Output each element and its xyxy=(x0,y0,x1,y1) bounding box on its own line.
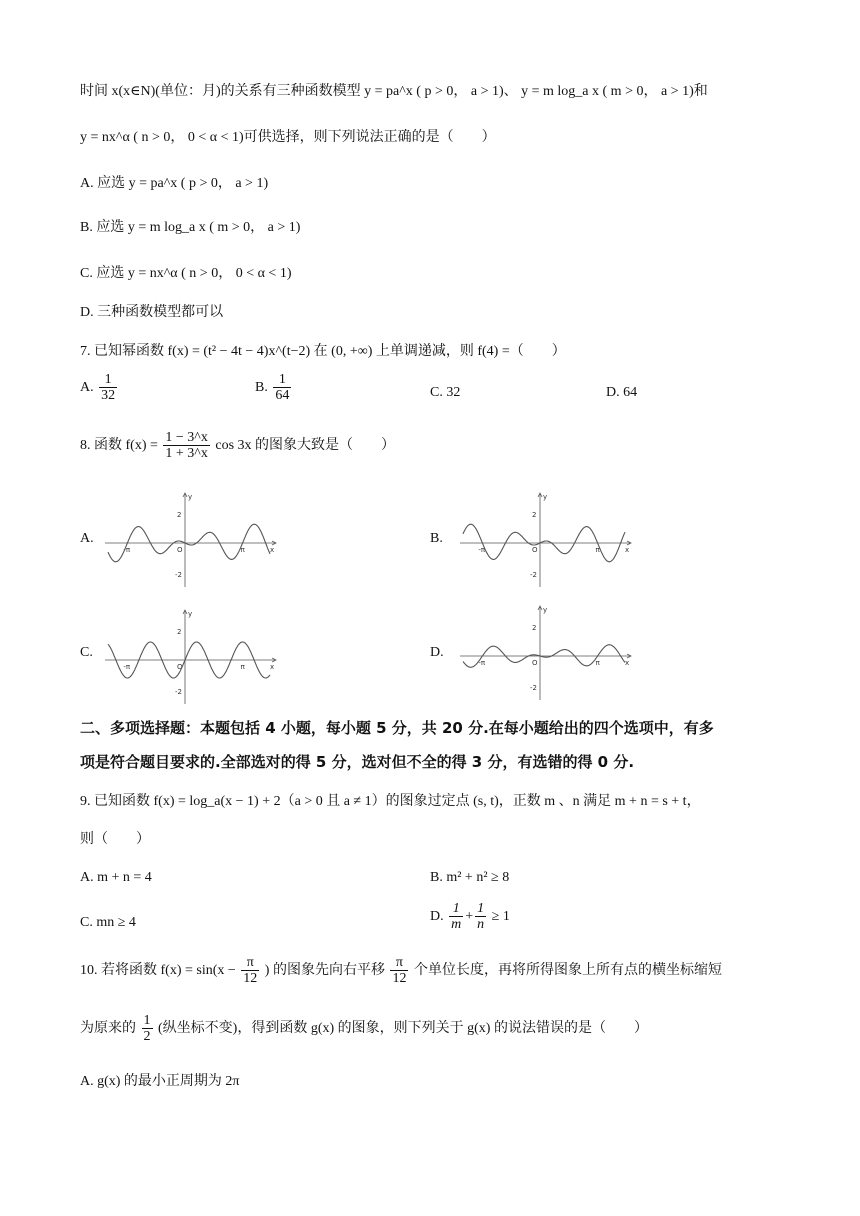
q6-option-a: A. 应选 y = pa^x ( p > 0， a > 1) xyxy=(80,176,269,191)
tick-label-neg2: -2 xyxy=(175,688,182,696)
q9-d-frac-m: $\frac{1}{m}$ xyxy=(451,901,462,933)
q8-graph-c xyxy=(100,607,280,707)
q10-pi-over-12-b xyxy=(390,955,408,987)
q9-line2: 则（ ） xyxy=(80,832,150,847)
q10-12-a: 12 xyxy=(243,971,258,987)
q7-option-b xyxy=(255,372,293,404)
q9-option-d: D. $\frac{1}{m}$ + $\frac{1}{n}$ ≥ 1 xyxy=(430,901,510,933)
origin-label: O xyxy=(532,659,538,667)
q10-prefix: 10. 若将函数 f(x) = sin(x − xyxy=(80,963,236,979)
tick-label-pi: π xyxy=(240,546,245,554)
q9-d-suffix: ≥ 1 xyxy=(491,909,510,925)
tick-label-pi: π xyxy=(595,659,600,667)
x-axis-label: x xyxy=(270,663,275,671)
q7-b-num: 1 xyxy=(273,372,291,388)
q6-line2: y = nx^α ( n > 0， 0 < α < 1)可供选择，则下列说法正确的是（ ） xyxy=(80,130,496,145)
x-axis-label: x xyxy=(270,546,275,554)
origin-label: O xyxy=(177,663,183,671)
origin-label: O xyxy=(177,546,183,554)
q6-option-c: C. 应选 y = nx^α ( n > 0， 0 < α < 1) xyxy=(80,266,292,281)
origin-label: O xyxy=(532,546,538,554)
q10-line1 xyxy=(80,955,722,987)
q7-b-label: B. xyxy=(255,380,268,396)
q10-half-den: 2 xyxy=(143,1029,151,1045)
q7-stem: 7. 已知幂函数 f(x) = (t² − 4t − 4)x^(t−2) 在 (0, +∞) 上单调递减，则 f(4) =（ ） xyxy=(80,344,566,359)
q6-line1: 时间 x(x∈N)(单位：月)的关系有三种函数模型 y = pa^x ( p > 0， a > 1)、 y = m log_a x ( m > 0， a > 1)和 xyxy=(80,84,708,99)
tick-label-2: 2 xyxy=(532,511,537,519)
q8-den: 1 + 3^x xyxy=(165,446,208,462)
q7-a-den: 32 xyxy=(101,388,116,404)
q10-pi-over-12-a xyxy=(241,955,259,987)
section2-heading-line1: 二、多项选择题：本题包括 4 小题，每小题 5 分，共 20 分.在每小题给出的四个选项中，有多 xyxy=(80,719,714,737)
q7-a-label: A. xyxy=(80,380,94,396)
q8-label-c: C. xyxy=(80,645,93,660)
tick-label-pi: π xyxy=(240,663,245,671)
q7-option-c: C. 32 xyxy=(430,385,461,400)
q9-option-b: B. m² + n² ≥ 8 xyxy=(430,870,510,885)
q10-12-b: 12 xyxy=(392,971,407,987)
tick-label-neg-pi: -π xyxy=(123,546,131,554)
tick-label-neg-pi: -π xyxy=(478,546,486,554)
section2-heading-line2: 项是符合题目要求的.全部选对的得 5 分，选对但不全的得 3 分，有选错的得 0 分. xyxy=(80,753,635,771)
tick-label-2: 2 xyxy=(177,628,182,636)
q10-half-num: 1 xyxy=(143,1013,151,1028)
q10-pi-b: π xyxy=(390,955,408,971)
q10-mid: ) 的图象先向右平移 xyxy=(264,963,385,979)
y-axis-label: y xyxy=(188,493,193,501)
q7-b-den: 64 xyxy=(275,388,290,404)
q7-a-fraction xyxy=(99,372,117,404)
q6-option-d: D. 三种函数模型都可以 xyxy=(80,305,224,320)
q7-a-num: 1 xyxy=(99,372,117,388)
x-axis-label: x xyxy=(625,546,630,554)
tick-label-2: 2 xyxy=(177,511,182,519)
q9-option-c: C. mn ≥ 4 xyxy=(80,915,136,930)
tick-label-neg-pi: -π xyxy=(478,659,486,667)
q6-option-b: B. 应选 y = m log_a x ( m > 0， a > 1) xyxy=(80,220,301,235)
q10-line2 xyxy=(80,1013,648,1045)
q9-d-frac-n: $\frac{1}{n}$ xyxy=(477,901,485,933)
y-axis-label: y xyxy=(543,493,548,501)
tick-label-neg2: -2 xyxy=(175,571,182,579)
q8-stem xyxy=(80,430,395,462)
q9-line1: 9. 已知函数 f(x) = log_a(x − 1) + 2（a > 0 且 a ≠ 1）的图象过定点 (s, t)，正数 m 、n 满足 m + n = s + t， xyxy=(80,794,701,809)
q8-label-b: B. xyxy=(430,531,443,546)
q10-half xyxy=(142,1013,153,1045)
q10-suffix: 个单位长度，再将所得图象上所有点的横坐标缩短 xyxy=(413,963,722,979)
q8-graph-d xyxy=(455,603,635,703)
tick-label-neg2: -2 xyxy=(530,571,537,579)
tick-label-pi: π xyxy=(595,546,600,554)
q8-label-a: A. xyxy=(80,531,94,546)
q8-prefix: 8. 函数 f(x) = xyxy=(80,438,158,454)
q8-graph-b xyxy=(455,490,635,590)
q9-option-a: A. m + n = 4 xyxy=(80,870,152,885)
x-axis-label: x xyxy=(625,659,630,667)
q9-d-label: D. xyxy=(430,909,444,925)
q7-b-fraction xyxy=(273,372,291,404)
q10-pi-a: π xyxy=(241,955,259,971)
q10-option-a: A. g(x) 的最小正周期为 2π xyxy=(80,1074,240,1089)
q10-l2-prefix: 为原来的 xyxy=(80,1021,136,1037)
y-axis-label: y xyxy=(188,610,193,618)
q8-num: 1 − 3^x xyxy=(165,430,208,445)
q8-fraction xyxy=(163,430,209,462)
tick-label-neg-pi: -π xyxy=(123,663,131,671)
q8-label-d: D. xyxy=(430,645,444,660)
y-axis-label: y xyxy=(543,606,548,614)
tick-label-neg2: -2 xyxy=(530,684,537,692)
q7-option-a xyxy=(80,372,119,404)
q8-graph-a xyxy=(100,490,280,590)
q8-suffix: cos 3x 的图象大致是（ ） xyxy=(215,438,396,454)
q7-option-d: D. 64 xyxy=(606,385,638,400)
tick-label-2: 2 xyxy=(532,624,537,632)
q10-l2-suffix: (纵坐标不变)，得到函数 g(x) 的图象，则下列关于 g(x) 的说法错误的是（ ） xyxy=(158,1021,648,1037)
